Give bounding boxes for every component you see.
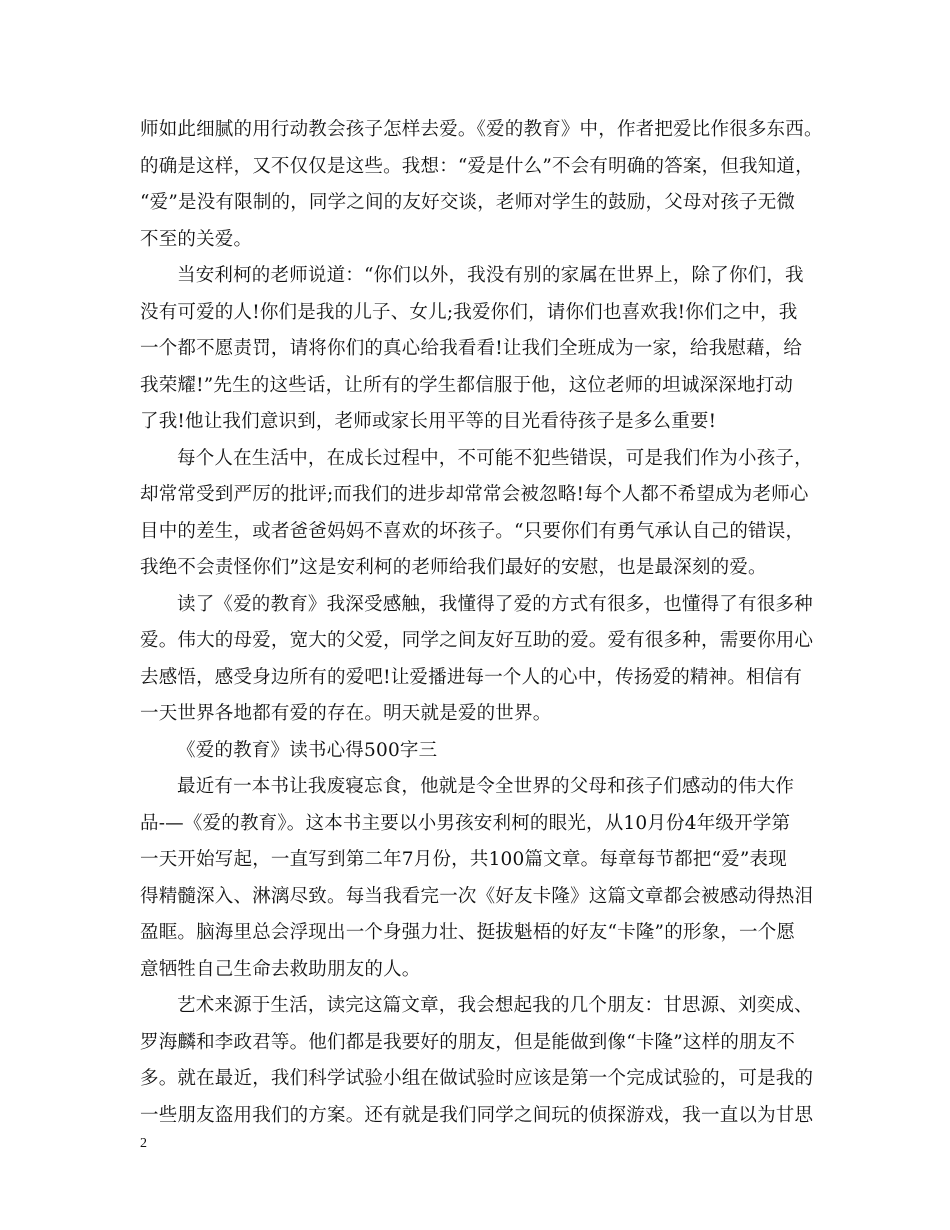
paragraph-first-line: 最近有一本书让我废寝忘食，他就是令全世界的父母和孩子们感动的伟大作 xyxy=(177,776,795,797)
section-heading: 《爱的教育》读书心得500字三 xyxy=(177,739,438,761)
text-line: 我绝不会责怪你们”这是安利柯的老师给我们最好的安慰，也是最深刻的爱。 xyxy=(140,557,767,578)
text-line: 师如此细腻的用行动教会孩子怎样去爱。《爱的教育》中，作者把爱比作很多东西。 xyxy=(140,119,823,140)
text-line: 一天开始写起，一直写到第二年7月份，共100篇文章。每章每节都把“爱”表现 xyxy=(140,849,787,870)
text-line: 盈眶。脑海里总会浮现出一个身强力壮、挺拔魁梧的好友“卡隆”的形象，一个愿 xyxy=(140,922,796,943)
paragraph-first-line: 艺术来源于生活，读完这篇文章，我会想起我的几个朋友：甘思源、刘奕成、 xyxy=(177,995,813,1016)
page-number: 2 xyxy=(140,1136,147,1151)
text-line: “爱”是没有限制的，同学之间的友好交谈，老师对学生的鼓励，父母对孩子无微 xyxy=(140,192,796,213)
paragraph-first-line: 读了《爱的教育》我深受感触，我懂得了爱的方式有很多，也懂得了有很多种 xyxy=(177,593,813,615)
text-line: 爱。伟大的母爱，宽大的父爱，同学之间友好互助的爱。爱有很多种，需要你用心 xyxy=(140,630,814,651)
text-line: 得精髓深入、淋漓尽致。每当我看完一次《好友卡隆》这篇文章都会被感动得热泪 xyxy=(140,885,814,907)
paragraph-first-line: 当安利柯的老师说道：“你们以外，我没有别的家属在世界上，除了你们，我 xyxy=(177,265,804,286)
text-line: 我荣耀!”先生的这些话，让所有的学生都信服于他，这位老师的坦诚深深地打动 xyxy=(140,374,794,396)
body-text xyxy=(140,112,840,1134)
text-line: 却常常受到严厉的批评;而我们的进步却常常会被忽略!每个人都不希望成为老师心 xyxy=(140,484,809,505)
text-line: 不至的关爱。 xyxy=(140,228,253,250)
text-line: 意牺牲自己生命去救助朋友的人。 xyxy=(140,958,421,980)
text-line: 一些朋友盗用我们的方案。还有就是我们同学之间玩的侦探游戏，我一直以为甘思 xyxy=(140,1104,814,1126)
text-line: 一个都不愿责罚，请将你们的真心给我看看!让我们全班成为一家，给我慰藉，给 xyxy=(140,338,803,359)
text-line: 了我!他让我们意识到，老师或家长用平等的目光看待孩子是多么重要! xyxy=(140,411,717,432)
paragraph-first-line: 每个人在生活中，在成长过程中，不可能不犯些错误，可是我们作为小孩子， xyxy=(177,447,813,469)
text-line: 目中的差生，或者爸爸妈妈不喜欢的坏孩子。“只要你们有勇气承认自己的错误， xyxy=(140,520,805,542)
text-line: 去感悟，感受身边所有的爱吧!让爱播进每一个人的心中，传扬爱的精神。相信有 xyxy=(140,666,803,688)
text-line: 罗海麟和李政君等。他们都是我要好的朋友，但是能做到像“卡隆”这样的朋友不 xyxy=(140,1031,796,1053)
text-line: 一天世界各地都有爱的存在。明天就是爱的世界。 xyxy=(140,703,552,724)
text-line: 的确是这样，又不仅仅是这些。我想：“爱是什么”不会有明确的答案，但我知道， xyxy=(140,155,814,177)
text-line: 没有可爱的人!你们是我的儿子、女儿;我爱你们，请你们也喜欢我!你们之中，我 xyxy=(140,301,798,323)
text-line: 多。就在最近，我们科学试验小组在做试验时应该是第一个完成试验的，可是我的 xyxy=(140,1068,814,1089)
text-line: 品-—《爱的教育》。这本书主要以小男孩安利柯的眼光，从10月份4年级开学第 xyxy=(140,812,791,834)
